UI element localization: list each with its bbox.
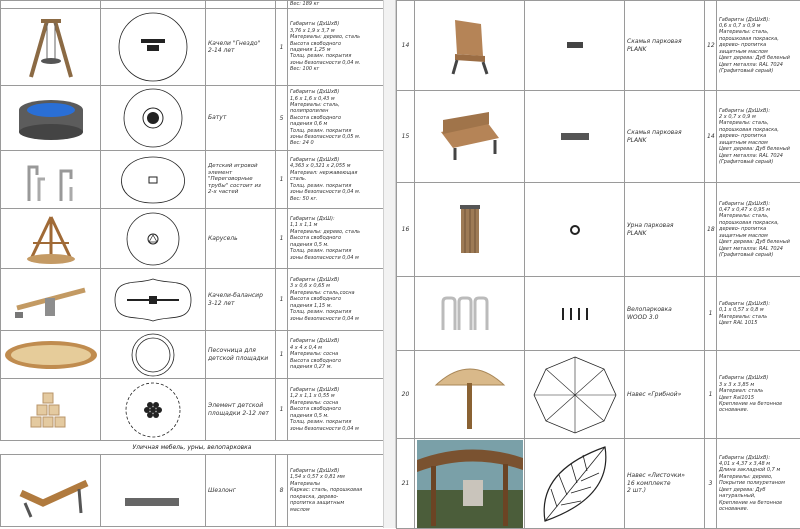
item-desc: Габариты (ДхШхВ) 1,54 х 0,57 х 0,81 мм Материалы Каркас: сталь, порошковая покраска, дерево- пропитка защитным маслом [288,455,384,527]
item-desc: Габариты (ДхШхВ): 2 х 0,7 х 0,9 м Материалы: сталь, порошковая покраска, дерево- пропитка защитным маслом Цвет дерева: Дуб беленый Цвет металла: RAL 7024 (Графитовый серый) [717,91,800,183]
item-desc: Габариты (ДхШхВ): 4,01 х 4,37 х 3,48 м Длина закладной 0,7 м Материалы: дерево, Покрытие полиуретаном Цвет дерева: Дуб натуральный, Крепление на бетонное основание. [717,439,800,529]
item-desc: Габариты (ДхШхВ) 3 х 3 х 3,85 м Материал: сталь Цвет Ral1015 Крепление на бетонное основание. [717,351,800,439]
carousel-plan [101,209,206,269]
item-qty: 1 [705,277,717,351]
page-gap [383,0,396,528]
item-name: Велопарковка WOOD 3.0 [625,277,705,351]
item-qty: 1 [276,209,288,269]
bench-plank-image [415,1,525,91]
item-name: Качели-балансир 3-12 лет [206,269,276,331]
item-name: Качели "Гнездо" 2-14 лет [206,9,276,86]
item-name: Скамья парковая PLANK [625,1,705,91]
item-image [1,1,101,9]
item-qty: 1 [705,351,717,439]
left-equipment-table [0,0,384,527]
cubes-element-plan [101,379,206,441]
table-row [397,439,800,529]
item-qty [276,1,288,9]
item-number: 16 [397,183,415,277]
item-qty: 1 [276,269,288,331]
item-name: Карусель [206,209,276,269]
item-name: Элемент детской площадки 2-12 лет [206,379,276,441]
right-page [396,0,800,528]
talk-tubes-image [1,151,101,209]
trampoline-image [1,86,101,151]
item-desc: Габариты (ДхШхВ): 0,6 х 0,7 х 0,9 м Материалы: сталь, порошковая покраска, дерево- пропитка защитным маслом Цвет дерева: Дуб беленый Цвет металла: RAL 7024 (Графитовый серый) [717,1,800,91]
table-row [397,183,800,277]
item-name: Урна парковая PLANK [625,183,705,277]
item-qty: 14 [705,91,717,183]
item-desc: Габариты (ДхШхВ) 3 х 0,6 х 0,65 м Материалы: сталь,сосна Высота свободного падения 1,15 м. Толщ. резин. покрытия зоны безопасности 0,04 м [288,269,384,331]
table-row [397,277,800,351]
trash-bin-plan [525,183,625,277]
item-qty: 18 [705,183,717,277]
seesaw-image [1,269,101,331]
carousel-image [1,209,101,269]
item-name: Батут [206,86,276,151]
leaf-canopy-plan [525,439,625,529]
sandbox-plan [101,331,206,379]
item-number: 21 [397,439,415,529]
table-row [397,91,800,183]
item-desc: Габариты (ДхШхВ): 0,47 х 0,47 х 0,95 м Материалы: сталь, порошковая покраска, дерево- пропитка защитным маслом Цвет дерева: Дуб беленый Цвет металла: RAL 7024 (Графитовый серый) [717,183,800,277]
table-row [397,1,800,91]
long-bench-plan [525,91,625,183]
item-name: Навес «Листочки» 16 комплекте 2 шт.) [625,439,705,529]
bench-plank-plan [525,1,625,91]
table-row [1,379,384,441]
item-name: Скамья парковая PLANK [625,91,705,183]
section-title: Уличная мебель, урны, велопарковка [1,441,384,455]
table-row [1,455,384,527]
item-qty: 8 [276,455,288,527]
leaf-canopy-photo [415,439,525,529]
item-qty: 5 [276,86,288,151]
item-number: 14 [397,1,415,91]
item-desc: Габариты (ДхШхВ) 1,2 х 1,1 х 0,55 м Материалы: сосна Высота свободного падения 0,5 м. Толщ. резин. покрытия зоны безопасности 0,04 м [288,379,384,441]
lounger-plan [101,455,206,527]
item-desc: Габариты (ДхШхВ) 4 х 4 х 0,4 м Материалы: сосна Высота свободного падения 0,27 м. [288,331,384,379]
item-qty: 1 [276,151,288,209]
item-desc: Габариты (ДхШхВ): 0,1 х 0,57 х 0,8 м Материалы: сталь Цвет RAL 1015 [717,277,800,351]
sandbox-image [1,331,101,379]
section-header-row [1,441,384,455]
item-name: Песочница для детской площадки [206,331,276,379]
item-qty: 3 [705,439,717,529]
mushroom-canopy-plan [525,351,625,439]
swing-nest-plan [101,9,206,86]
trampoline-plan [101,86,206,151]
left-page [0,0,383,528]
item-desc: Габариты (ДхШ): 1,1 х 1,1 м Материалы: дерево, сталь Высота свободного падения 0,5 м. Толщ. резин. покрытия зоны безопасности 0,04 м [288,209,384,269]
table-row [1,86,384,151]
item-qty: 1 [276,9,288,86]
item-name: Навес «Грибной» [625,351,705,439]
table-row [1,331,384,379]
item-name: Шезлонг [206,455,276,527]
trash-bin-image [415,183,525,277]
swing-nest-image [1,9,101,86]
table-row [1,1,384,9]
right-equipment-table [396,0,800,529]
table-row [397,351,800,439]
bike-rack-plan [525,277,625,351]
item-desc: Габариты (ДхШхВ) 3,76 х 1,9 х 3,7 м Материалы: дерево, сталь Высота свободного падения 1,25 м Толщ. резин. покрытия зоны безопасности 0,04 м. Вес: 100 кг [288,9,384,86]
item-number [397,277,415,351]
table-row [1,209,384,269]
item-number: 15 [397,91,415,183]
seesaw-plan [101,269,206,331]
item-number: 20 [397,351,415,439]
item-plan [101,1,206,9]
item-qty: 1 [276,379,288,441]
table-row [1,151,384,209]
item-desc: Вес: 189 кг [288,1,384,9]
lounger-image [1,455,101,527]
talk-tubes-plan [101,151,206,209]
cubes-element-image [1,379,101,441]
table-row [1,9,384,86]
table-row [1,269,384,331]
bike-rack-image [415,277,525,351]
long-bench-image [415,91,525,183]
item-name: Детский игровой элемент "Переговорные трубы" состоит из 2-х частей [206,151,276,209]
item-name [206,1,276,9]
item-desc: Габариты (ДхШхВ) 4,363 х 0,321 х 2,055 м Материал: нержавеющая сталь. Толщ. резин. покрытия зоны безопасности 0,04 м. Вес: 50 кг. [288,151,384,209]
item-qty: 1 [276,331,288,379]
mushroom-canopy-image [415,351,525,439]
item-desc: Габариты (ДхШхВ) 1,6 х 1,6 х 0,43 м Материалы: сталь, полипропилен Высота свободного падения 0,6 м Толщ. резин. покрытия зоны безопасности 0,05 м. Вес: 24 0 [288,86,384,151]
item-qty: 12 [705,1,717,91]
